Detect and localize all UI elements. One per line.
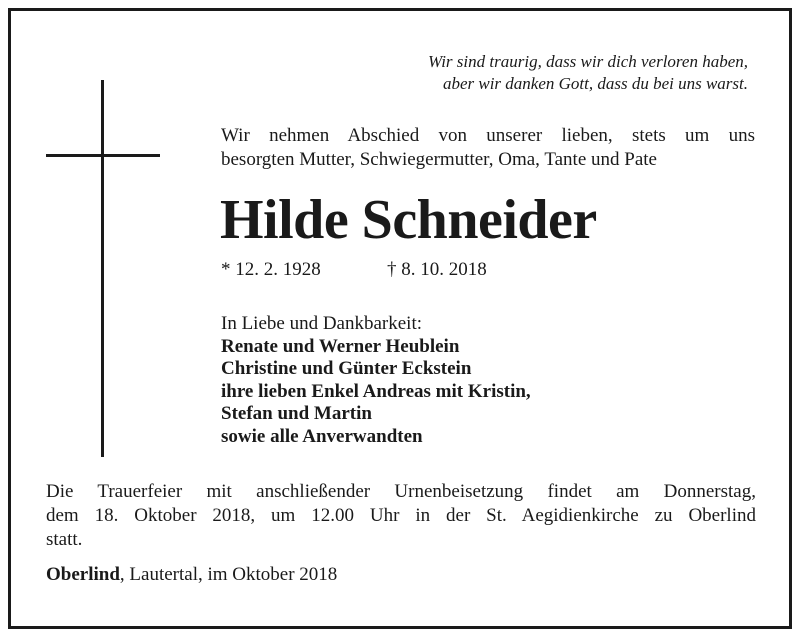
place-town: Oberlind	[46, 564, 120, 585]
place-rest: , Lautertal, im Oktober 2018	[119, 564, 338, 585]
motto-line-1: Wir sind traurig, dass wir dich verloren haben,	[427, 52, 748, 71]
mourners-lead: In Liebe und Dankbarkeit:	[221, 313, 423, 334]
life-dates	[221, 258, 487, 282]
ceremony-line-2: dem 18. Oktober 2018, um 12.00 Uhr in der St. Aegidienkirche zu Oberlind	[46, 505, 756, 526]
intro-line-2: besorgten Mutter, Schwiegermutter, Oma, Tante und Pate	[221, 149, 657, 170]
birth-date: * 12. 2. 1928	[221, 259, 321, 280]
cross-horizontal-bar	[46, 154, 160, 157]
intro-line-1: Wir nehmen Abschied von unserer lieben, stets um uns	[221, 125, 755, 146]
mourner-line: sowie alle Anverwandten	[221, 425, 423, 447]
mourner-line: Christine und Günter Eckstein	[221, 358, 472, 379]
mourner-line: ihre lieben Enkel Andreas mit Kristin,	[221, 380, 531, 402]
ceremony-line-3: statt.	[46, 529, 83, 550]
cross-vertical-bar	[101, 80, 104, 457]
death-date: † 8. 10. 2018	[387, 259, 487, 280]
mourners-block	[221, 313, 531, 448]
mourner-line: Renate und Werner Heublein	[221, 335, 460, 357]
motto-line-2: aber wir danken Gott, dass du bei uns warst.	[442, 74, 748, 93]
ceremony-info	[46, 480, 756, 552]
deceased-name: Hilde Schneider	[220, 189, 597, 251]
mourner-line: Stefan und Martin	[221, 403, 372, 424]
place-date-line	[46, 563, 337, 587]
ceremony-line-1: Die Trauerfeier mit anschließender Urnenbeisetzung findet am Donnerstag,	[46, 481, 756, 502]
motto-quote	[308, 51, 748, 95]
intro-text	[221, 124, 755, 172]
